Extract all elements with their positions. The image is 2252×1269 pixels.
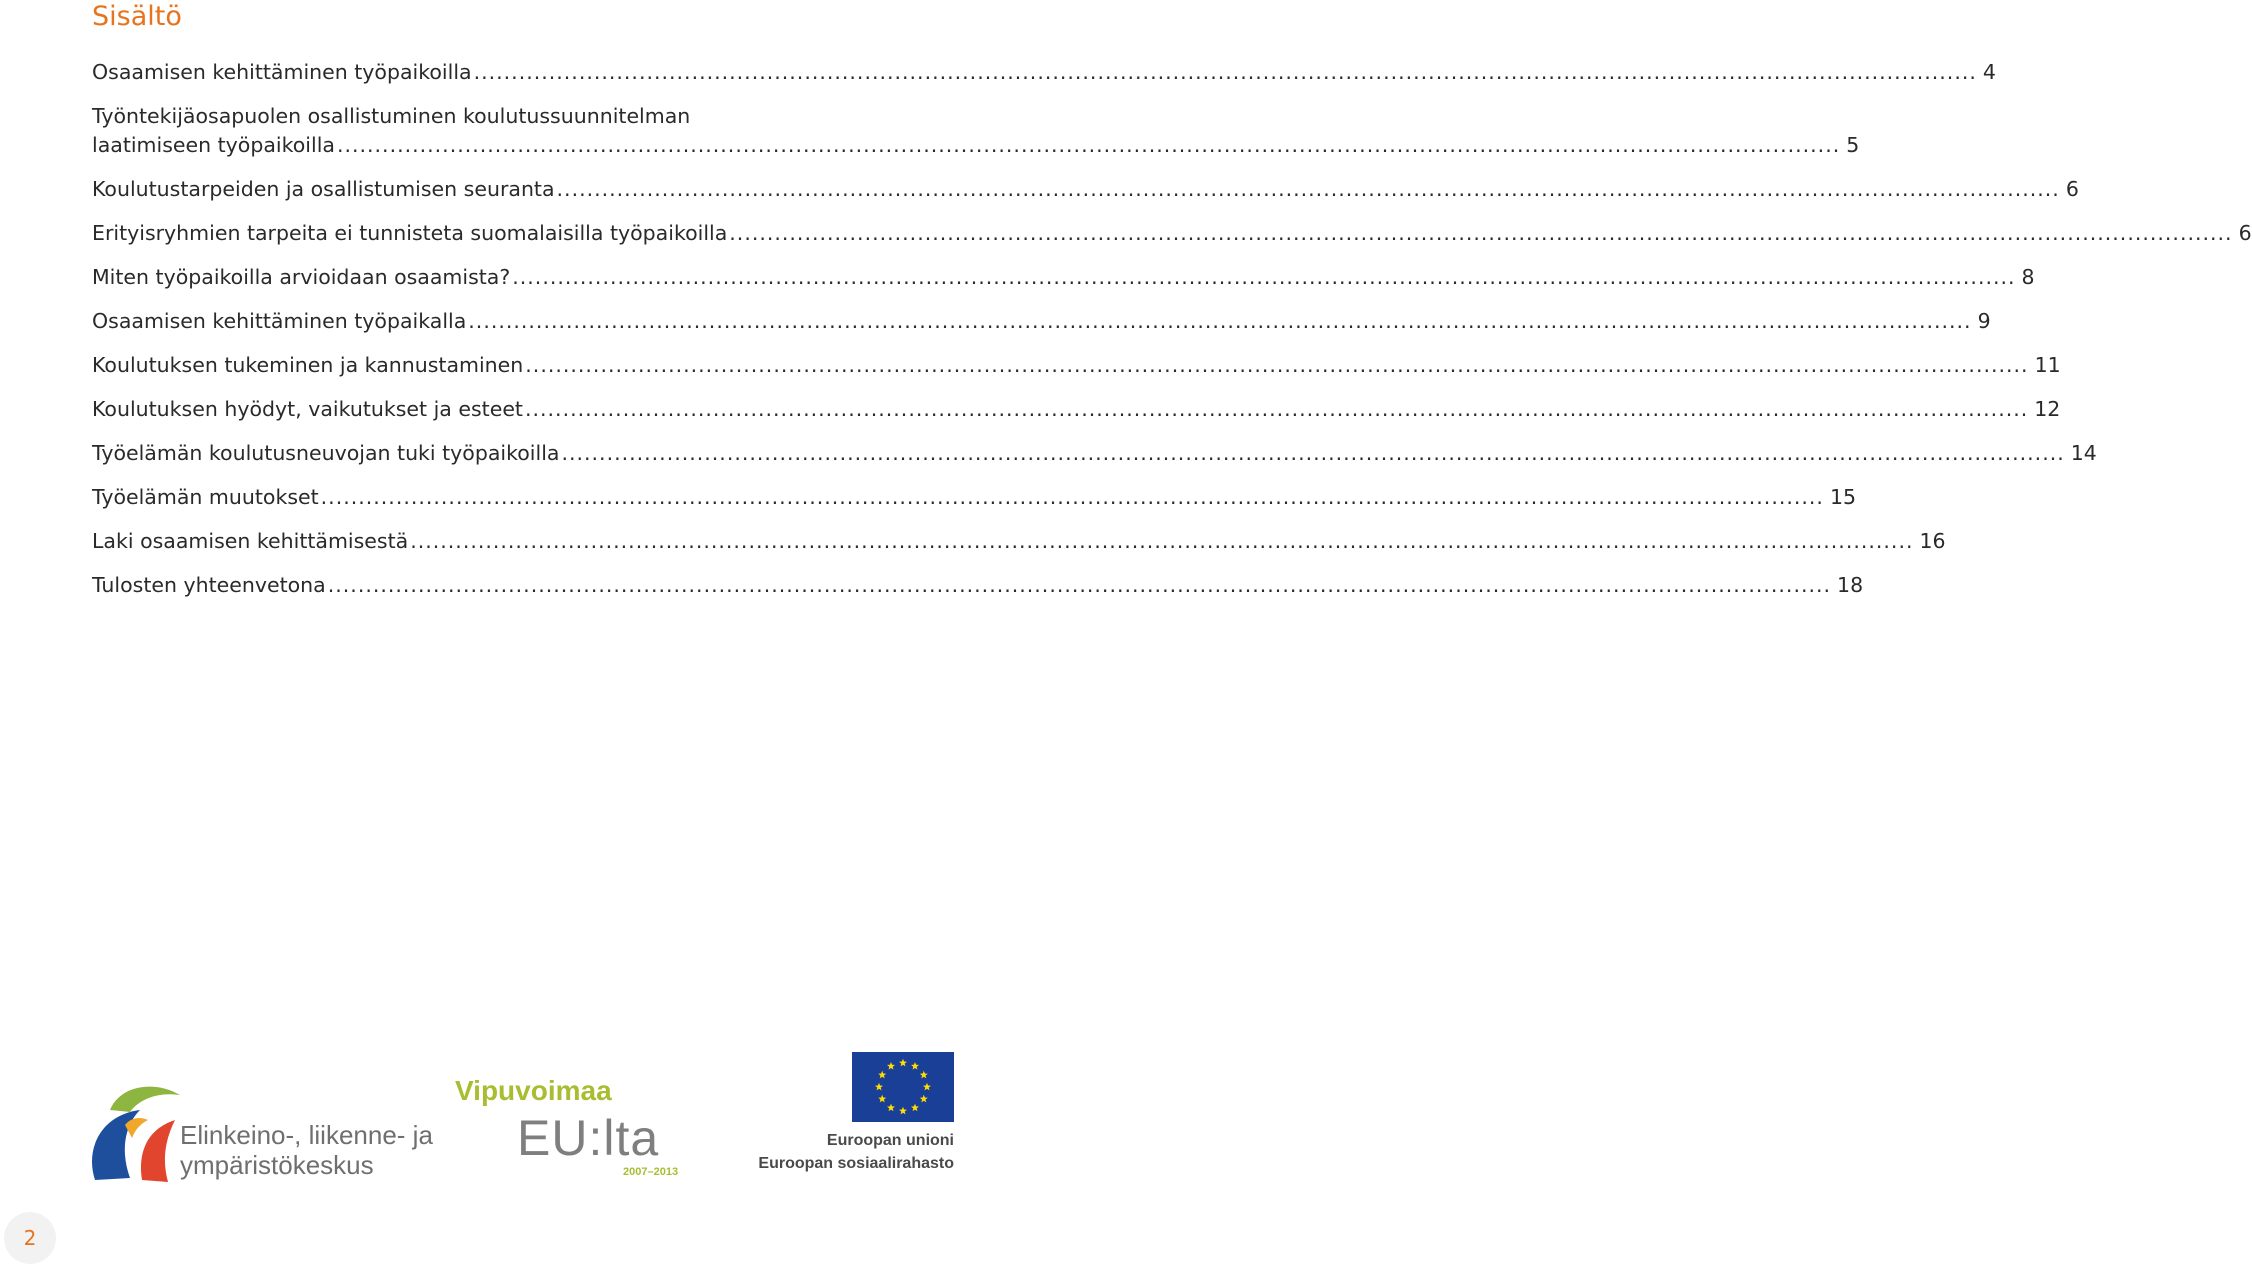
eu-star	[911, 1104, 919, 1112]
toc-entry-title: Koulutuksen tukeminen ja kannustaminen	[92, 353, 524, 377]
toc-entry[interactable]	[92, 527, 1946, 556]
toc-entry-page: 18	[1837, 573, 1864, 597]
toc-entry-page: 6	[2238, 221, 2252, 245]
toc-entry-page: 15	[1829, 485, 1857, 509]
toc-leader-dots: ........................................................................................................................................................................................................	[729, 221, 2233, 245]
toc-entry[interactable]	[92, 175, 2079, 204]
eu-star	[920, 1071, 928, 1079]
toc-entry[interactable]	[92, 395, 2061, 424]
toc-entry[interactable]	[92, 263, 2035, 292]
toc-entry-page: 5	[1846, 133, 1860, 157]
eu-star	[923, 1083, 931, 1091]
toc-entry-page: 12	[2034, 397, 2061, 421]
toc-entry[interactable]	[92, 58, 1996, 87]
eu-star	[878, 1071, 886, 1079]
page-number: 2	[4, 1212, 56, 1264]
eu-star	[887, 1062, 895, 1070]
toc-entry-page: 6	[2065, 177, 2079, 201]
toc-entry-title: Tulosten yhteenvetona	[92, 573, 326, 597]
toc-leader-dots: ........................................................................................................................................................................................................	[524, 397, 2029, 421]
toc-entry-title: Erityisryhmien tarpeita ei tunnisteta suomalaisilla työpaikoilla	[92, 221, 728, 245]
toc-entry-title: Koulutuksen hyödyt, vaikutukset ja esteet	[92, 397, 523, 421]
eu-star	[899, 1107, 907, 1115]
toc-entry-page: 9	[1977, 309, 1991, 333]
toc-leader-dots: ........................................................................................................................................................................................................	[525, 353, 2029, 377]
toc-entry-title: Laki osaamisen kehittämisestä	[92, 529, 409, 553]
toc-entry[interactable]	[92, 307, 1991, 336]
toc-entry[interactable]	[92, 483, 1857, 512]
toc-entry[interactable]	[92, 571, 1864, 600]
toc-entry-title-line: Työntekijäosapuolen osallistuminen koulutussuunnitelman	[92, 104, 691, 128]
toc-entry-title: Työelämän koulutusneuvojan tuki työpaikoilla	[92, 441, 560, 465]
toc-leader-dots: ........................................................................................................................................................................................................	[512, 265, 2016, 289]
toc-entry-page: 16	[1919, 529, 1946, 553]
eu-star	[920, 1095, 928, 1103]
toc-leader-dots: ........................................................................................................................................................................................................	[320, 485, 1824, 509]
toc-entry-page: 4	[1982, 60, 1996, 84]
eu-star	[875, 1083, 883, 1091]
eu-star	[878, 1095, 886, 1103]
ely-logo	[60, 1060, 450, 1190]
toc-leader-dots: ........................................................................................................................................................................................................	[468, 309, 1972, 333]
toc-leader-dots: ........................................................................................................................................................................................................	[327, 573, 1832, 597]
toc-leader-dots: ........................................................................................................................................................................................................	[473, 60, 1977, 84]
toc-entry-title: Miten työpaikoilla arvioidaan osaamista?	[92, 265, 511, 289]
eu-logo: Euroopan unioni Euroopan sosiaalirahasto	[720, 1050, 960, 1195]
table-of-contents	[92, 58, 2252, 615]
toc-entry-title: laatimiseen työpaikoilla	[92, 133, 335, 157]
toc-leader-dots: ........................................................................................................................................................................................................	[561, 441, 2065, 465]
toc-entry[interactable]	[92, 351, 2061, 380]
logo-strip	[60, 1050, 960, 1195]
vipuvoimaa-logo: Vipuvoimaa EU:lta 2007–2013	[455, 1075, 679, 1178]
toc-entry-title: Koulutustarpeiden ja osallistumisen seuranta	[92, 177, 555, 201]
eu-star	[899, 1059, 907, 1067]
toc-entry[interactable]	[92, 102, 1860, 160]
eu-star	[887, 1104, 895, 1112]
toc-entry-page: 11	[2034, 353, 2061, 377]
toc-entry[interactable]	[92, 219, 2252, 248]
ely-name: Elinkeino-, liikenne- ja ympäristökeskus	[180, 1120, 433, 1180]
toc-leader-dots: ........................................................................................................................................................................................................	[556, 177, 2060, 201]
toc-entry-title: Osaamisen kehittäminen työpaikoilla	[92, 60, 472, 84]
toc-entry-page: 8	[2021, 265, 2035, 289]
toc-entry-page: 14	[2070, 441, 2097, 465]
toc-entry-title: Työelämän muutokset	[92, 485, 319, 509]
toc-entry[interactable]	[92, 439, 2097, 468]
toc-leader-dots: ........................................................................................................................................................................................................	[336, 133, 1841, 157]
eu-flag-icon	[852, 1052, 954, 1122]
eu-star	[911, 1062, 919, 1070]
toc-entry-title: Osaamisen kehittäminen työpaikalla	[92, 309, 467, 333]
page-title: Sisältö	[92, 1, 182, 32]
toc-leader-dots: ........................................................................................................................................................................................................	[410, 529, 1914, 553]
